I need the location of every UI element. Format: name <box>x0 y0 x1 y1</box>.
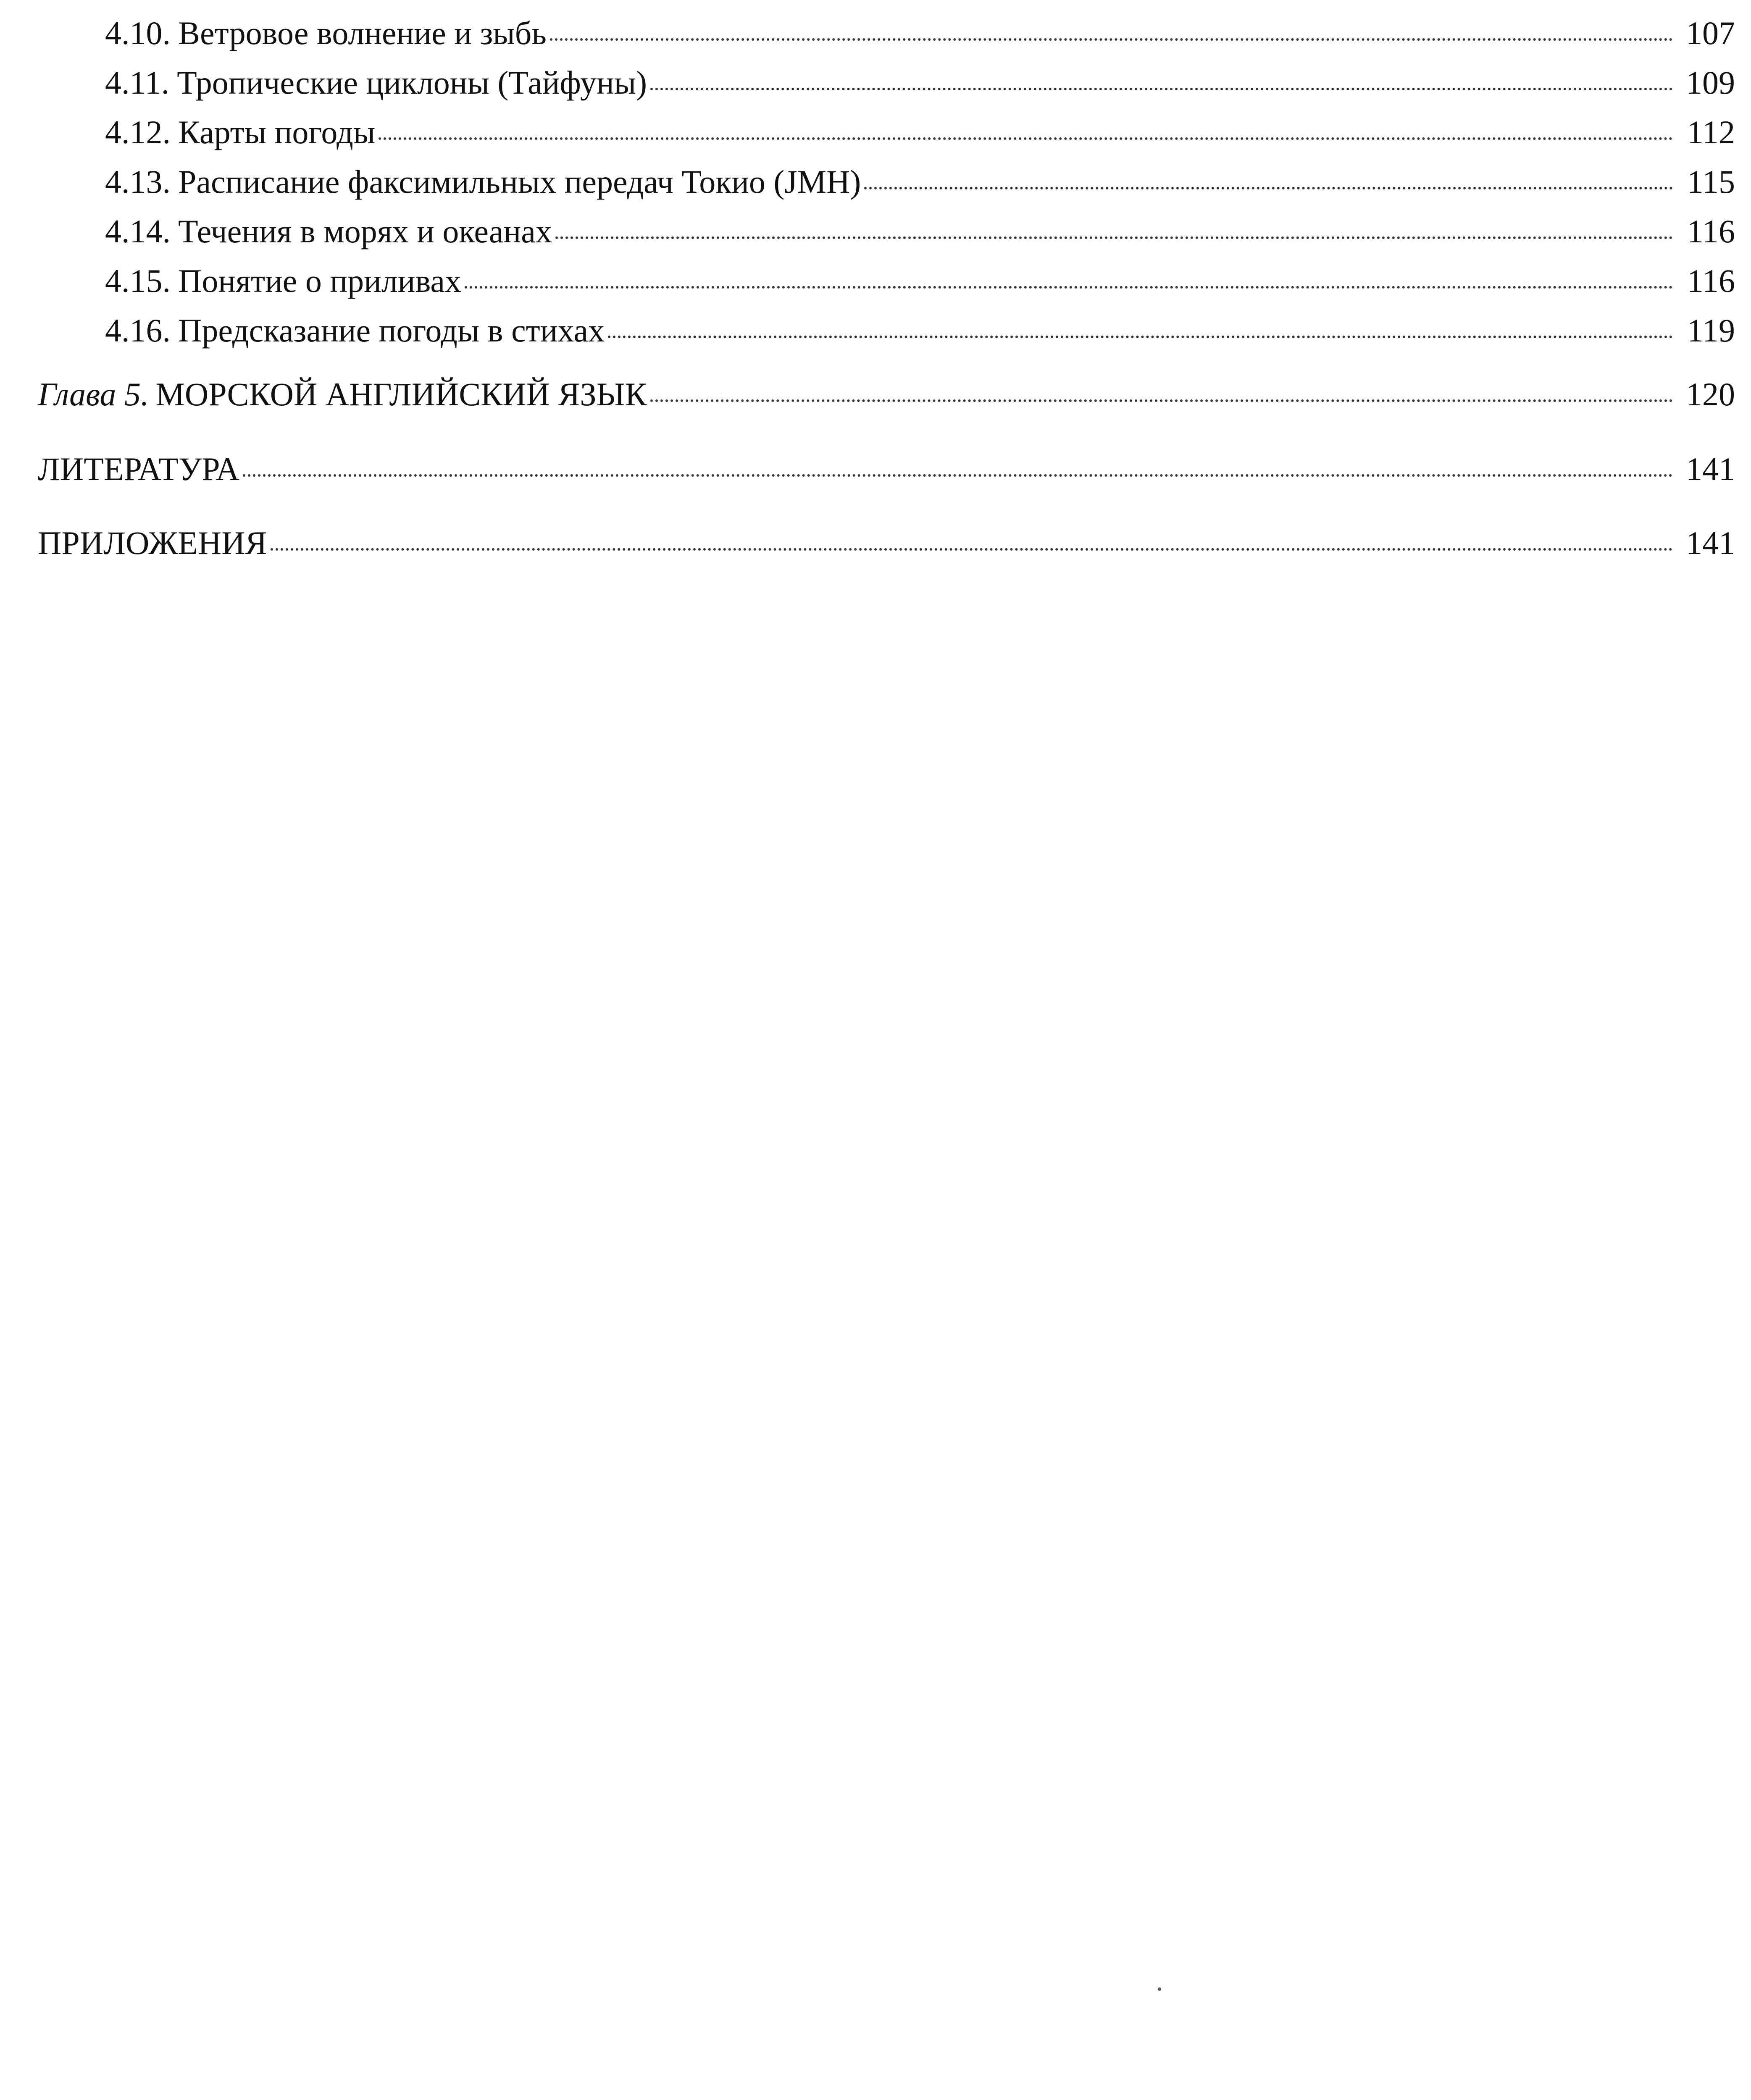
toc-entry-page: 112 <box>1687 114 1735 150</box>
toc-entry-number: 4.12. <box>105 114 171 150</box>
toc-entry-4-14 <box>38 215 1735 265</box>
chapter-label: Глава 5. <box>38 376 149 412</box>
toc-entry-title: Течения в морях и океанах <box>178 213 552 249</box>
toc-entry-page: 141 <box>1686 451 1735 487</box>
toc-entry-title: Ветровое волнение и зыбь <box>178 15 547 51</box>
dot-leader <box>650 399 1673 402</box>
toc-entry-number: 4.14. <box>105 213 171 249</box>
toc-entry-page: 116 <box>1687 213 1735 249</box>
chapter-title: МОРСКОЙ АНГЛИЙСКИЙ ЯЗЫК <box>155 376 647 412</box>
toc-entry-number: 4.13. <box>105 163 171 200</box>
toc-entry-title: Карты погоды <box>178 114 376 150</box>
table-of-contents <box>38 17 1735 588</box>
toc-entry-literature <box>38 440 1735 514</box>
dot-leader <box>608 336 1673 338</box>
dot-leader <box>465 286 1673 289</box>
toc-entry-page: 107 <box>1686 15 1735 51</box>
toc-entry-page: 109 <box>1686 64 1735 101</box>
section-title: ПРИЛОЖЕНИЯ <box>38 525 267 561</box>
toc-entry-title: Тропические циклоны (Тайфуны) <box>177 64 647 101</box>
toc-entry-4-10 <box>38 17 1735 66</box>
toc-entry-page: 116 <box>1687 262 1735 299</box>
dot-leader <box>379 137 1673 140</box>
toc-entry-page: 141 <box>1686 525 1735 561</box>
dot-leader <box>243 474 1673 477</box>
dot-leader <box>550 38 1673 41</box>
section-title: ЛИТЕРАТУРА <box>38 451 239 487</box>
toc-entry-title: Расписание факсимильных передач Токио (JMH) <box>178 163 861 200</box>
scan-speck <box>1158 1987 1161 1991</box>
toc-entry-number: 4.16. <box>105 312 171 349</box>
toc-entry-number: 4.15. <box>105 262 171 299</box>
toc-entry-4-15 <box>38 262 1735 314</box>
toc-entry-chapter-5 <box>38 364 1735 440</box>
toc-entry-4-16 <box>38 314 1735 364</box>
dot-leader <box>650 88 1673 90</box>
toc-entry-page: 120 <box>1686 376 1735 412</box>
toc-entry-4-13 <box>38 165 1735 215</box>
toc-entry-page: 119 <box>1687 312 1735 349</box>
toc-entry-title: Понятие о приливах <box>178 262 461 299</box>
toc-entry-4-11 <box>38 66 1735 116</box>
dot-leader <box>555 236 1673 239</box>
toc-entry-appendices <box>38 514 1735 588</box>
dot-leader <box>864 187 1673 189</box>
toc-entry-page: 115 <box>1687 163 1735 200</box>
dot-leader <box>271 548 1673 551</box>
toc-entry-4-12 <box>38 116 1735 165</box>
toc-entry-number: 4.11. <box>105 64 170 101</box>
toc-entry-number: 4.10. <box>105 15 171 51</box>
toc-entry-title: Предсказание погоды в стихах <box>178 312 605 349</box>
